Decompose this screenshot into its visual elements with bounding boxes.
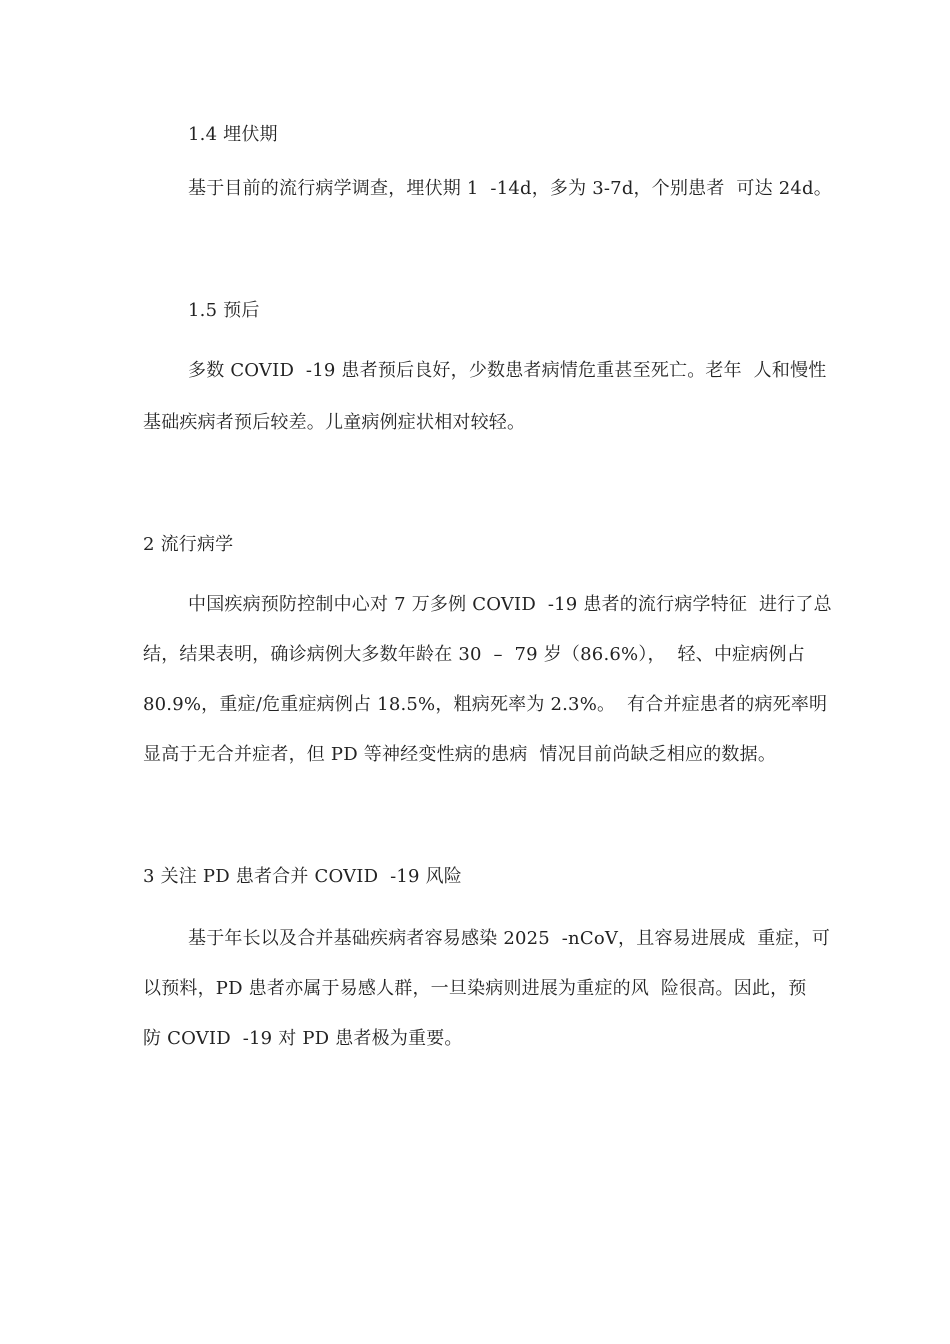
paragraph-line: 基础疾病者预后较差。儿童病例症状相对较轻。 [143, 412, 526, 433]
section-heading-pd-risk: 3 关注 PD 患者合并 COVID -19 风险 [143, 866, 462, 887]
paragraph-line: 显高于无合并症者，但 PD 等神经变性病的患病 情况目前尚缺乏相应的数据。 [143, 744, 777, 765]
paragraph-line: 多数 COVID -19 患者预后良好，少数患者病情危重甚至死亡。老年 人和慢性 [188, 360, 827, 381]
paragraph-line: 80.9%，重症/危重症病例占 18.5%，粗病死率为 2.3%。 有合并症患者的病死率明 [143, 694, 828, 715]
section-heading-epidemiology: 2 流行病学 [143, 534, 234, 555]
paragraph-line: 基于年长以及合并基础疾病者容易感染 2025 -nCoV，且容易进展成 重症，可 [188, 928, 831, 949]
paragraph-line: 防 COVID -19 对 PD 患者极为重要。 [143, 1028, 463, 1049]
section-heading-prognosis: 1.5 预后 [188, 300, 260, 321]
section-heading-incubation: 1.4 埋伏期 [188, 124, 278, 145]
paragraph-line: 结，结果表明，确诊病例大多数年龄在 30 – 79 岁（86.6%）， 轻、中症病例占 [143, 644, 805, 665]
paragraph-line: 基于目前的流行病学调查，埋伏期 1 -14d，多为 3-7d，个别患者 可达 24d。 [188, 178, 832, 199]
paragraph-line: 中国疾病预防控制中心对 7 万多例 COVID -19 患者的流行病学特征 进行了总 [188, 594, 832, 615]
paragraph-line: 以预料，PD 患者亦属于易感人群，一旦染病则进展为重症的风 险很高。因此，预 [143, 978, 807, 999]
